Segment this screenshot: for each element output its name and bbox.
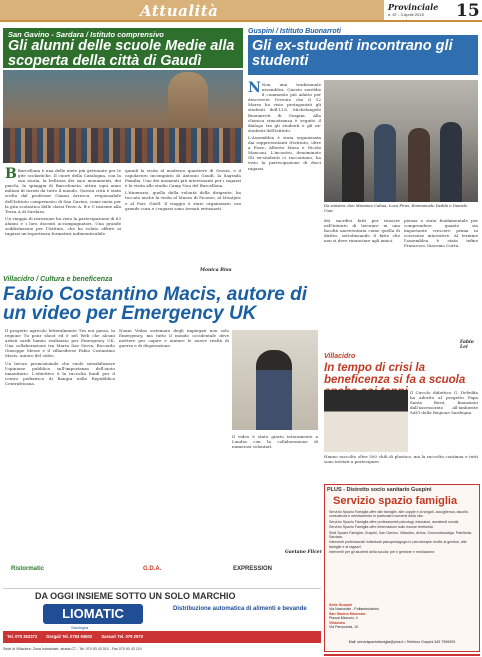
plus-service-box	[324, 484, 480, 652]
left-article-col1	[5, 168, 121, 238]
ad-address: Sede di Villacidro: Zona Industriale, strada C7 - Tel. 070 93 43 010 - Fax 070 93 43 119	[3, 647, 142, 651]
right-article-col3	[404, 218, 478, 251]
list-item: Servizio Spazio Famiglia offre professionisti psicologi, educatori, assistenti sociali.	[329, 519, 460, 524]
expression-logo: EXPRESSION	[233, 566, 273, 572]
ad-slogan: DA OGGI INSIEME SOTTO UN SOLO MARCHIO	[35, 591, 236, 601]
plus-box-kicker: PLUS - Distretto socio sanitario Guspini	[327, 487, 432, 493]
crisis-article-kicker: Villacidro	[324, 353, 356, 360]
dropcap: B	[5, 166, 17, 182]
paragraph: Un viaggio di istruzione ha visto la partecipazione di 63 alunni e i loro docenti accompagnatori. Una grande soddisfazione per l'Istituto, che ha voluto offrire ai ragazzi un'esperienza formativa indimenticabile.	[5, 215, 121, 237]
gda-logo: G.D.A.	[143, 566, 162, 572]
photo-caption: Da sinistra: don Massimo Cabua, Luca Piras, Emmanuele Dedda e Daniele Usai.	[324, 203, 468, 213]
person-shape	[342, 132, 364, 202]
left-article-header	[3, 28, 243, 68]
left-article-kicker: San Gavino - Sardara / Istituto comprensivo	[8, 30, 164, 39]
plus-box-contacts: Mail: servizispaziofamiglia@plus.it • Telefono Guspini 349 7906993	[348, 640, 456, 644]
left-article-headline: Gli alunni delle scuole Medie alla scoperta della città di Gaudì	[8, 38, 235, 69]
left-article-author: Monica Bisu	[200, 268, 232, 273]
location-town: Sede Guspini	[329, 603, 352, 607]
paragraph: Il video è stato girato interamente a Londra con la collaborazione di numerosi volontari.	[232, 434, 318, 450]
paragraph: pienza e stata fondamentale per comprendere quanto sia importante crescere prima in coscienze innovative. Al termine l'assemblea è stata infine Francesco Giacomo Curtu.	[404, 218, 478, 249]
issue-info: n. 67 - 3 Aprile 2015	[388, 12, 424, 17]
left-article-col2	[125, 168, 241, 213]
page-header	[0, 0, 482, 22]
paragraph: Un lavoro promozionale che vuole sensibilizzare l'opinione pubblica sull'importanza dell'aiuto umanitario. L'obiettivo è la raccolta fondi per il centro pediatrico di Bangui nella Repubblica Centrafricana.	[5, 360, 115, 386]
location-address: Via Nazionale - Poliambulatorio	[329, 607, 380, 612]
list-item: Sedi Spazio Famiglia: Guspini, San Gavino, Villacidro, Arbus, Gonnosfanadiga, Pabillonis, Sardara.	[329, 530, 473, 540]
footer-rule	[324, 654, 480, 656]
location-entry	[329, 612, 399, 621]
paragraph: L'Assemblea è stata organizzata dai rappresentanti d'istituto, oltre a Fiore, Alberto Musa e Nicola Manconi. L'incontro, denominato Gli ex-studenti ci raccontano, ha visto la partecipazione di dieci ragazzi.	[248, 134, 321, 171]
dropcap: N	[248, 80, 261, 96]
right-article-author: Fabio Lei	[460, 340, 474, 350]
ad-phone: Tel. 070 262372	[7, 634, 38, 639]
person-shape	[256, 350, 292, 430]
paragraph: dei sacrifici fatti per riuscire nell'intento di lavorare in una facoltà universitaria come quella di diritto, sottolineando il fatto che non si deve rinunciare agli amici.	[324, 218, 400, 244]
fabio-article-col1	[5, 328, 115, 388]
classroom-photo	[324, 390, 408, 452]
ad-panel	[3, 588, 321, 644]
header-rule	[0, 20, 482, 22]
plus-service-list	[329, 510, 477, 556]
ad-contact-bar	[3, 631, 321, 643]
crisis-article-headline: In tempo di crisi la beneficenza si fa a scuola	[324, 362, 466, 386]
fabio-article-author: Gaetano Flicer	[285, 550, 323, 555]
right-article-header	[248, 35, 478, 75]
section-title: Attualità	[140, 2, 219, 20]
liomatic-region: Sardegna	[71, 625, 89, 630]
location-town: Villacidro	[329, 620, 346, 625]
paragraph: Hanno raccolto oltre 500 chili di plastica, ma la raccolta continua e tutti sono invitati a partecipare.	[324, 454, 478, 465]
location-address: Piazza Marconi, 4	[329, 616, 358, 621]
fabio-article-header	[3, 285, 319, 323]
liomatic-logo: LIOMATIC	[43, 604, 143, 624]
paragraph: Barcellona è una delle mete più gettonate per le gite scolastiche. Il cuore della Catalogna, con la sua storia, la bellezza dei suoi monumenti, dei parchi, la spiaggia di Barceloneta, attira ogni anno milioni di turisti da tutto il mondo. Questa città è stata scelta dal professor Gianni Arrescu, responsabile dell'Istituto comprensivo di San Gavino, come meta per la gita scolastica delle classi Terze A, B e C insieme alla Terza A di Sardara.	[5, 168, 121, 214]
paragraph: Nonni Vedas sistemato degli impiegati non solo Emergency, ma tutto il mondo occidentale deve mettere per capire e aiutare le nuove realtà di guerra e di disperazione.	[119, 328, 229, 349]
fabio-article-headline: Fabio Costantino Macis, autore di un video per Emergency UK	[3, 284, 308, 324]
right-article-col1	[248, 82, 321, 173]
paragraph: L'itinerario, quello della volontà della dirigente, ha toccato anche la visita al Museo di Picasso, al Montjuïc e al Parc Güell. Il viaggio è stato organizzato con grande cura e i ragazzi sono tornati entusiasti.	[125, 190, 241, 211]
right-article-kicker: Guspini / Istituto Buonarroti	[248, 28, 341, 35]
newspaper-brand: Provinciale	[388, 2, 439, 12]
ad-description: Distribuzione automatica di alimenti e bevande	[173, 606, 307, 612]
location-entry	[329, 621, 399, 630]
list-item: Interventi per gli studenti della scuola: per il genitore e mediazione.	[329, 550, 436, 555]
location-town: San Gavino Monreale	[329, 611, 366, 616]
ristormatic-logo: Ristormatic	[11, 566, 45, 572]
advertisement	[3, 560, 321, 654]
ex-students-photo	[324, 80, 478, 202]
right-article-col2	[324, 218, 400, 245]
person-shape	[374, 124, 396, 202]
fabio-article-col3	[232, 434, 318, 451]
fabio-article-col2	[119, 328, 229, 350]
location-entry	[329, 603, 399, 612]
list-item: Interventi professionali individuali psicopedagogici e psicoterapie rivolte ai genitori, alle famiglie e ai ragazzi.	[329, 540, 467, 549]
plus-box-title: Servizio spazio famiglia	[333, 495, 458, 507]
paragraph: Il Circolo didattico G. Deledda ha aderito al progetto Papa Santa Berit, finanziato dall'assessorato all'ambiente SAVI della Regione Sardegna.	[410, 390, 478, 416]
plus-locations	[329, 603, 399, 629]
page-number: 15	[456, 1, 480, 21]
list-item: Servizio Spazio Famiglia offre informazioni sulle risorse territoriali.	[329, 525, 434, 530]
students-group-shape	[3, 128, 243, 163]
paragraph: Il progetto agricolo letteralmente Tra noi passa, la regione Tu pour shoot ed è nel Web che alcuni artisti sardi hanno realizzato per Emergency UK. Una collaborazione tra Marta Sae Serva, Riccardo Giuseppe Messe e il villacidrese Fabio Costantino Macis, autore del video.	[5, 328, 115, 359]
crisis-article-col2	[324, 454, 478, 466]
paragraph: Non una tradizionale assemblea. Questo sarebbe il commento più adatto per descrivere l'evento che il 12 Marzo ha visto protagonisti gli studenti dell'I.I.S. Michelangelo Buonarroti di Guspini. Alla classica rimostranza è seguito il dialogo tra gli studenti e gli ex-studenti dell'istituto.	[248, 82, 321, 133]
crisis-article-col1	[410, 390, 478, 417]
person-shape	[440, 122, 462, 202]
fabio-article-kicker: Villacidro / Cultura e beneficenza	[3, 276, 113, 283]
fabio-portrait-photo	[232, 330, 318, 430]
barcelona-photo	[3, 70, 243, 163]
person-shape	[408, 128, 430, 202]
paragraph: quindi la visita al moderno quartiere di Gracia, e il capolavoro incompiuto di Antonio Gaudì, la Sagrada Familia. Uno dei momenti più interessanti per i ragazzi è la visita allo stadio Camp Nou del Barcellona.	[125, 168, 241, 189]
right-article-headline: Gli ex-studenti incontrano gli studenti	[252, 38, 453, 69]
ad-phone: Dorgali Tel. 0784 94502	[46, 634, 93, 639]
ad-phone: Sassari Tel. 079 2570	[101, 634, 143, 639]
list-item: Servizio Spazio Famiglia offre alle famiglie, alle coppie e ai singoli, accoglienza, ascolto, consulenza e orientamento in particolari momenti della vita.	[329, 510, 469, 519]
location-address: Via Parrocchia, 10	[329, 625, 359, 630]
